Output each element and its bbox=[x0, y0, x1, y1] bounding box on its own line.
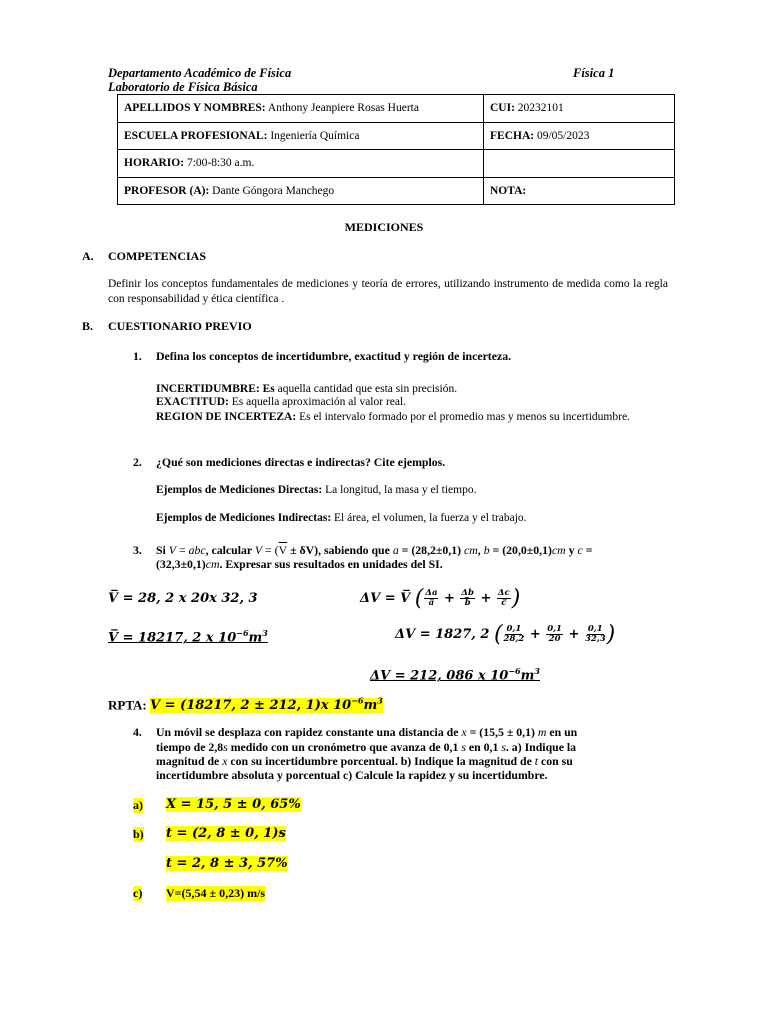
delta-v-result: ΔV = 212, 086 x $10^{-6}m^3$ bbox=[370, 666, 540, 684]
q4-a-answer: X = 15, 5 ± 0, 65% bbox=[166, 797, 301, 812]
student-info-table bbox=[117, 94, 675, 205]
volume-formula: V̅ = 28, 2 x 20x 32, 3 bbox=[108, 591, 258, 606]
section-a-letter: A. bbox=[82, 249, 94, 263]
q4-c-answer: V=(5,54 ± 0,23) m/s bbox=[166, 886, 266, 900]
document-title: MEDICIONES bbox=[344, 220, 424, 234]
delta-v-numeric: ΔV = 1827, 2 ( $\frac{0,1}{28,2}$ + $\frac{0,1}{20}$ + $\frac{0,1}{32,3}$ ) bbox=[395, 622, 616, 647]
q4-b-answer-percent: t = 2, 8 ± 3, 57% bbox=[166, 856, 288, 871]
q4-b-label: b) bbox=[133, 827, 144, 841]
q4-line3: magnitud de x con su incertidumbre porcentual. b) Indique la magnitud de t con su bbox=[156, 754, 573, 768]
q3-line2: (32,3±0,1)cm. Expresar sus resultados en unidades del SI. bbox=[156, 557, 443, 571]
date-cell: FECHA: 09/05/2023 bbox=[484, 122, 675, 150]
mediciones-indirectas: Ejemplos de Mediciones Indirectas: El área, el volumen, la fuerza y el trabajo. bbox=[156, 512, 527, 524]
q4-line2: tiempo de 2,8s medido con un cronómetro que avanza de 0,1 s en 0,1 s. a) Indique la bbox=[156, 740, 577, 754]
school-cell: ESCUELA PROFESIONAL: Ingeniería Química bbox=[118, 122, 484, 150]
department-header: Departamento Académico de Física bbox=[108, 66, 292, 80]
q3-answer: RPTA: V = (18217, 2 ± 212, 1)x $10^{-6}m^3$ bbox=[108, 696, 383, 714]
empty-cell bbox=[484, 150, 675, 178]
professor-cell: PROFESOR (A): Dante Góngora Manchego bbox=[118, 177, 484, 205]
date-value: 09/05/2023 bbox=[536, 129, 590, 142]
schedule-cell: HORARIO: 7:00-8:30 a.m. bbox=[118, 150, 484, 178]
q4-line4: incertidumbre absoluta y porcentual c) Calcule la rapidez y su incertidumbre. bbox=[156, 768, 548, 782]
mediciones-directas: Ejemplos de Mediciones Directas: La longitud, la masa y el tiempo. bbox=[156, 484, 477, 496]
q2-number: 2. bbox=[133, 455, 142, 469]
cui-value: 20232101 bbox=[517, 102, 564, 115]
exactitud-def: EXACTITUD: Es aquella aproximación al valor real. bbox=[156, 396, 407, 408]
competencias-text: Definir los conceptos fundamentales de mediciones y teoría de errores, utilizando instrumento de medida como la regla con responsabilidad y ética científica . bbox=[108, 278, 668, 305]
q4-a-label: a) bbox=[133, 798, 143, 812]
course-header: Física 1 bbox=[573, 66, 615, 80]
lab-header: Laboratorio de Física Básica bbox=[108, 80, 258, 94]
q4-c-label: c) bbox=[133, 886, 143, 900]
q1-text: Defina los conceptos de incertidumbre, exactitud y región de incerteza. bbox=[156, 349, 512, 363]
incertidumbre-def: INCERTIDUMBRE: Es aquella cantidad que esta sin precisión. bbox=[156, 383, 458, 395]
q2-text: ¿Qué son mediciones directas e indirectas? Cite ejemplos. bbox=[156, 455, 446, 469]
region-incerteza-def: REGION DE INCERTEZA: Es el intervalo formado por el promedio mas y menos su incertidumbre. bbox=[156, 411, 630, 423]
q4-line1: Un móvil se desplaza con rapidez constante una distancia de x = (15,5 ± 0,1) m en un bbox=[156, 725, 578, 739]
q3-number: 3. bbox=[133, 543, 142, 557]
q4-b-answer: t = (2, 8 ± 0, 1)s bbox=[166, 826, 286, 841]
delta-v-formula: ΔV = V̅ ( $\frac{\Delta a}{a̅}$ + $\frac{\Delta b}{b̅}$ + $\frac{\Delta c}{c̅}$ ) bbox=[360, 586, 521, 611]
volume-result: V̅ = 18217, 2 x $10^{-6}m^3$ bbox=[108, 628, 268, 646]
section-b-letter: B. bbox=[82, 319, 94, 333]
q1-number: 1. bbox=[133, 349, 142, 363]
grade-cell: NOTA: bbox=[484, 177, 675, 205]
q4-number: 4. bbox=[133, 725, 142, 739]
section-b-title: CUESTIONARIO PREVIO bbox=[108, 319, 252, 333]
cui-cell: CUI: 20232101 bbox=[484, 95, 675, 123]
section-a-title: COMPETENCIAS bbox=[108, 249, 207, 263]
q3-line1: Si V = abc, calcular $V = (\overline{V} \pm \delta V)$, sabiendo que a = (28,2±0,1) cm, b = (20,0±0,1)cm y c = bbox=[156, 543, 593, 557]
names-cell: APELLIDOS Y NOMBRES: Anthony Jeanpiere Rosas Huerta bbox=[118, 95, 484, 123]
student-name: Anthony Jeanpiere Rosas Huerta bbox=[267, 102, 419, 115]
schedule-value: 7:00-8:30 a.m. bbox=[186, 157, 255, 170]
school-value: Ingeniería Química bbox=[270, 129, 360, 142]
professor-value: Dante Góngora Manchego bbox=[212, 184, 335, 197]
